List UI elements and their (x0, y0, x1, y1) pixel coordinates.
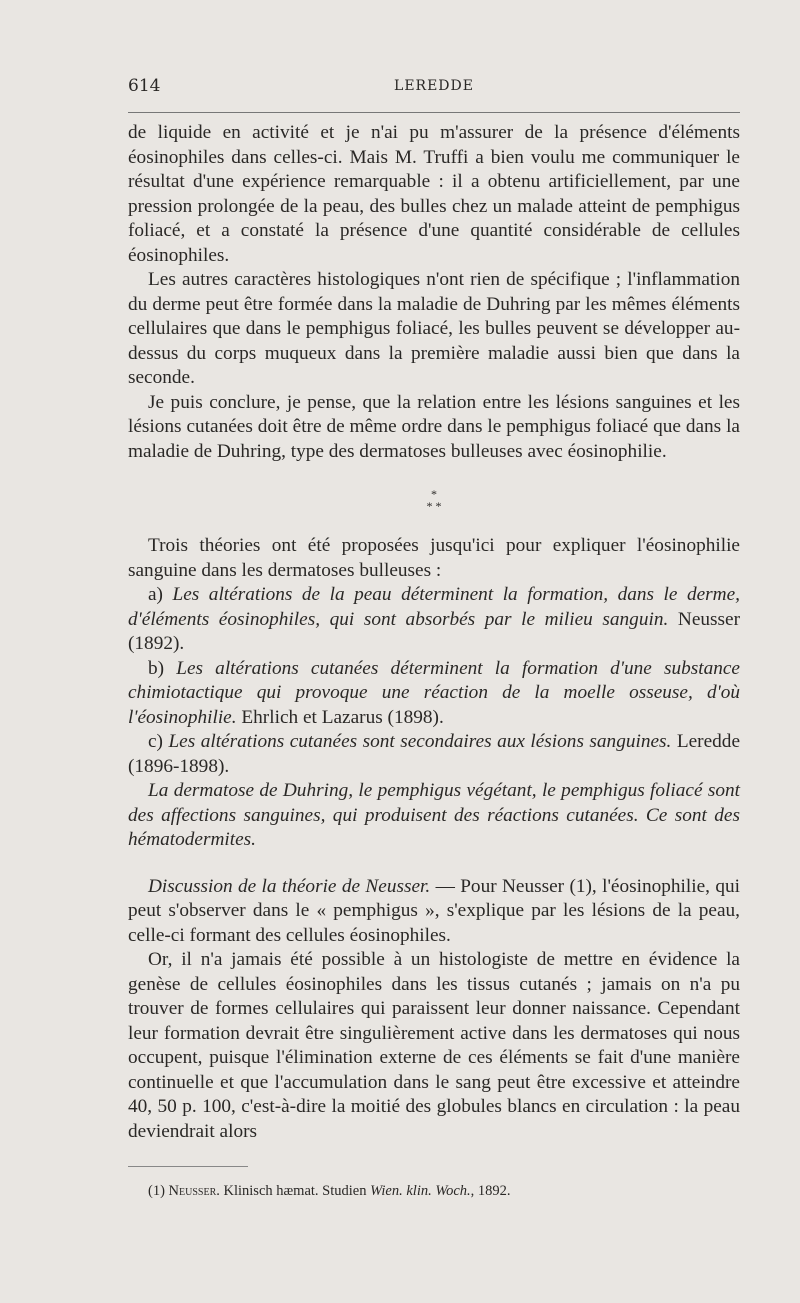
theory-c-text: Les altérations cutanées sont secondaires aux lésions sanguines. (168, 731, 672, 752)
theory-c-label: c) (148, 731, 163, 752)
asterism (128, 488, 740, 512)
theory-b-text: Les altérations cutanées déterminent la formation d'une substance chimiotactique qui provoque une réaction de la moelle osseuse, d'où l'éosinophilie. (128, 657, 740, 728)
theory-c-citation: Leredde (1896-1898). (128, 731, 740, 777)
theory-b-label: b) (148, 657, 165, 679)
theory-b (128, 657, 740, 731)
discussion-text: — Pour Neusser (1), l'éosinophilie, qui peut s'observer dans le « pemphigus », s'explique par les lésions de la peau, celle-ci formant des cellules éosinophiles. (128, 875, 740, 946)
paragraph-theories-intro: Trois théories ont été proposées jusqu'ici pour expliquer l'éosinophilie sanguine dans les dermatoses bulleuses : (128, 535, 740, 581)
theory-a (128, 583, 740, 657)
asterism-top: * (431, 487, 437, 501)
paragraph-1: de liquide en activité et je n'ai pu m'assurer de la présence d'éléments éosinophiles dans celles-ci. Mais M. Truffi a bien voulu me communiquer le résultat d'une expérience remarquable : il a obtenu artificiellement, par une pression prolongée de la peau, des bulles chez un malade atteint de pemphigus foliacé, et a constaté la présence d'une quantité considérable de cellules éosinophiles. (128, 122, 740, 266)
body-text (128, 121, 740, 1144)
theory-c-continuation: La dermatose de Duhring, le pemphigus végétant, le pemphigus foliacé sont des affections sanguines, qui produisent des réactions cutanées. Ce sont des hématodermites. (128, 780, 740, 850)
paragraph-3: Je puis conclure, je pense, que la relation entre les lésions sanguines et les lésions cutanées doit être de même ordre dans le pemphigus foliacé que dans la maladie de Duhring, type des dermatoses bulleuses avec éosinophilie. (128, 391, 740, 462)
footnote-marker: (1) (148, 1183, 165, 1199)
page-number: 614 (128, 76, 161, 96)
paragraph-discussion (128, 875, 740, 949)
paragraph-2: Les autres caractères histologiques n'ont rien de spécifique ; l'inflammation du derme peut être formée dans la maladie de Duhring par les mêmes éléments cellulaires que dans le pemphigus foliacé, les bulles peuvent se développer au-dessus du corps muqueux dans la première maladie aussi bien que dans la seconde. (128, 269, 740, 388)
theory-b-citation: Ehrlich et Lazarus (1898). (241, 706, 444, 728)
footnote (148, 1183, 748, 1200)
footnote-journal: Wien. klin. Woch. (370, 1183, 471, 1199)
running-head: LEREDDE (394, 78, 474, 94)
asterism-bottom: * * (426, 499, 442, 513)
theory-c (128, 730, 740, 779)
header-rule (128, 112, 740, 113)
theory-a-text: Les altérations de la peau déterminent la formation, dans le derme, d'éléments éosinophiles, qui sont absorbés par le milieu sanguin. (128, 584, 740, 630)
footnote-year: , 1892. (470, 1183, 511, 1199)
theory-a-label: a) (148, 584, 163, 605)
footnote-author: Neusser. (168, 1183, 220, 1199)
page-header (128, 76, 740, 102)
footnote-text: Klinisch hæmat. Studien (219, 1183, 371, 1199)
footnote-rule (128, 1166, 248, 1167)
discussion-heading: Discussion de la théorie de Neusser. (148, 875, 431, 897)
theory-a-citation: Neusser (1892). (128, 608, 740, 654)
paragraph-6: Or, il n'a jamais été possible à un histologiste de mettre en évidence la genèse de cellules éosinophiles dans les tissus cutanés ; jamais on n'a pu trouver de formes cellulaires qui paraissent leur donner naissance. Cependant leur formation devrait être singulièrement active dans les dermatoses qui nous occupent, puisque l'élimination externe de ces éléments se fait d'une manière continuelle et que l'accumulation dans le sang peut être excessive et atteindre 40, 50 p. 100, c'est-à-dire la moitié des globules blancs en circulation : la peau deviendrait alors (128, 949, 740, 1142)
